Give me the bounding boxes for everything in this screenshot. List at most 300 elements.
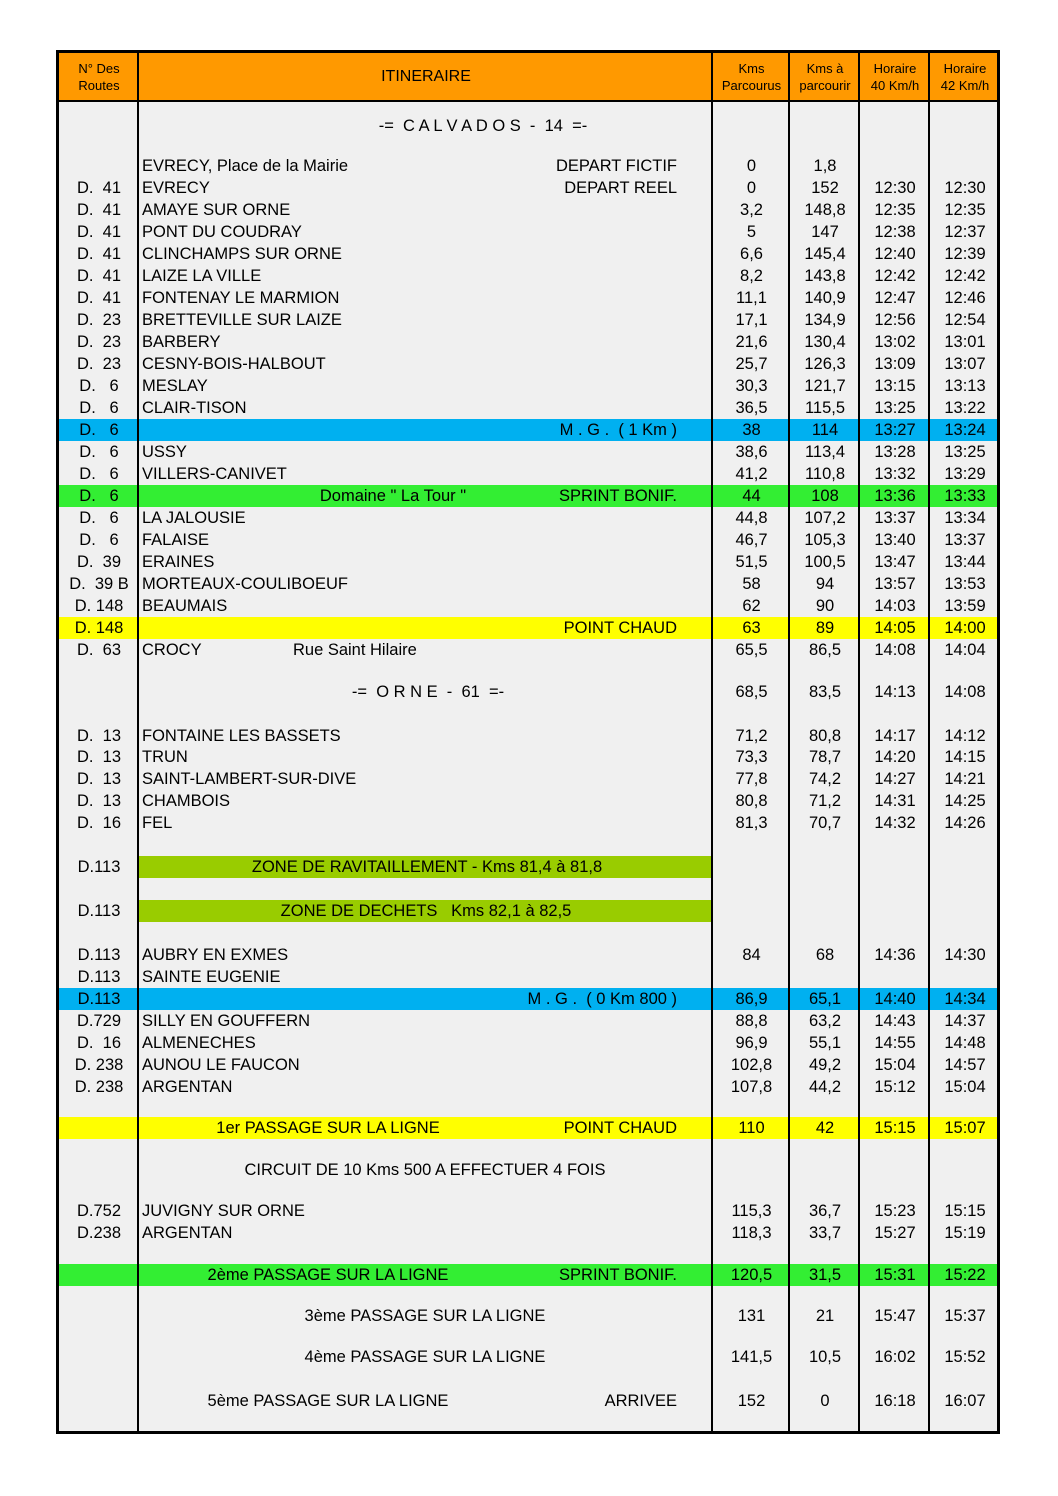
kms-parcourus: 84 xyxy=(742,946,761,964)
kms-parcourus: 11,1 xyxy=(736,289,767,307)
kms-parcourus: 120,5 xyxy=(730,1266,773,1284)
table-row xyxy=(59,265,997,287)
header-routes: N° Des Routes xyxy=(78,60,120,93)
kms-parcourus: 107,8 xyxy=(730,1078,773,1096)
horaire-40: 12:47 xyxy=(874,289,916,307)
kms-a-parcourir: 74,2 xyxy=(808,770,842,788)
route-number: D.113 xyxy=(77,946,121,964)
kms-parcourus: 96,9 xyxy=(735,1034,768,1052)
horaire-42: 14:12 xyxy=(944,727,986,745)
row-note: POINT CHAUD xyxy=(563,619,677,637)
route-number: D. 41 xyxy=(76,245,122,263)
table-row xyxy=(59,573,997,595)
table-row xyxy=(59,790,997,812)
kms-a-parcourir xyxy=(790,900,860,922)
place-name: FALAISE xyxy=(142,531,209,549)
place-name: ERAINES xyxy=(142,553,215,571)
kms-parcourus: 115,3 xyxy=(731,1202,772,1220)
kms-a-parcourir: 1,8 xyxy=(813,157,837,175)
kms-a-parcourir: 36,7 xyxy=(808,1202,842,1220)
route-number: D. 41 xyxy=(76,267,122,285)
route-number: D. 238 xyxy=(74,1056,124,1074)
row-note: SPRINT BONIF. xyxy=(559,1266,677,1284)
kms-parcourus: 46,7 xyxy=(735,531,768,549)
kms-a-parcourir: 145,4 xyxy=(804,245,846,263)
horaire-40: 14:43 xyxy=(874,1012,916,1030)
kms-a-parcourir: 68 xyxy=(815,946,835,964)
route-number xyxy=(59,115,139,137)
route-number: D. 6 xyxy=(79,421,119,439)
place-name: EVRECY xyxy=(142,179,210,197)
route-number: D. 6 xyxy=(79,465,119,483)
horaire-40: 14:05 xyxy=(874,619,916,637)
kms-a-parcourir: 108 xyxy=(811,487,839,505)
kms-parcourus: 17,1 xyxy=(735,311,768,329)
kms-parcourus xyxy=(713,1159,790,1181)
kms-a-parcourir: 55,1 xyxy=(808,1034,842,1052)
route-number: D.113 xyxy=(77,858,121,876)
horaire-42: 13:24 xyxy=(944,421,986,439)
column-divider xyxy=(928,53,930,1431)
route-number: D.113 xyxy=(77,902,121,920)
table-row xyxy=(59,463,997,485)
kms-parcourus: 6,6 xyxy=(740,245,763,263)
horaire-42: 13:29 xyxy=(944,465,986,483)
kms-parcourus: 77,8 xyxy=(735,770,768,788)
horaire-40: 14:55 xyxy=(874,1034,916,1052)
route-number: D. 41 xyxy=(76,289,122,307)
horaire-42: 13:53 xyxy=(944,575,986,593)
table-row xyxy=(59,507,997,529)
row-note: DEPART FICTIF xyxy=(555,157,677,175)
kms-parcourus: 68,5 xyxy=(735,683,768,701)
horaire-40: 12:40 xyxy=(874,245,916,263)
horaire-40: 12:42 xyxy=(874,267,916,285)
kms-a-parcourir: 10,5 xyxy=(808,1348,842,1366)
place-name: ALMENECHES xyxy=(142,1034,256,1052)
kms-a-parcourir: 86,5 xyxy=(808,641,842,659)
table-row xyxy=(59,856,997,878)
horaire-42 xyxy=(930,900,1000,922)
kms-parcourus: 71,2 xyxy=(735,727,768,745)
horaire-40: 14:03 xyxy=(874,597,916,615)
horaire-40: 13:32 xyxy=(874,465,916,483)
centered-label: Domaine " La Tour " xyxy=(319,487,467,505)
route-number: D. 41 xyxy=(76,223,122,241)
horaire-42: 13:07 xyxy=(944,355,986,373)
header-kms-parcourus: Kms Parcourus xyxy=(721,60,782,93)
kms-parcourus: 65,5 xyxy=(735,641,768,659)
centered-label: 5ème PASSAGE SUR LA LIGNE xyxy=(207,1392,449,1410)
kms-parcourus: 8,2 xyxy=(740,267,763,285)
kms-parcourus: 38,6 xyxy=(735,443,768,461)
horaire-42: 12:30 xyxy=(944,179,986,197)
place-name: ARGENTAN xyxy=(142,1078,233,1096)
horaire-40: 12:35 xyxy=(874,201,916,219)
horaire-40: 13:57 xyxy=(874,575,916,593)
horaire-42: 13:25 xyxy=(944,443,986,461)
row-note: ARRIVEE xyxy=(604,1392,677,1410)
place-name: AUBRY EN EXMES xyxy=(142,946,289,964)
row-note: M . G . ( 1 Km ) xyxy=(559,421,677,439)
place-name: VILLERS-CANIVET xyxy=(142,465,287,483)
table-row xyxy=(59,725,997,747)
place-name: CHAMBOIS xyxy=(142,792,231,810)
horaire-40: 15:15 xyxy=(874,1119,916,1137)
kms-parcourus: 141,5 xyxy=(730,1348,773,1366)
horaire-40 xyxy=(860,155,930,177)
route-number: D. 39 B xyxy=(69,575,129,593)
row-note: POINT CHAUD xyxy=(563,1119,677,1137)
kms-a-parcourir: 44,2 xyxy=(808,1078,842,1096)
horaire-40: 14:13 xyxy=(874,683,916,701)
route-number xyxy=(59,1159,139,1181)
horaire-40: 16:18 xyxy=(874,1392,916,1410)
table-row xyxy=(59,1054,997,1076)
kms-parcourus: 110 xyxy=(738,1119,765,1137)
kms-a-parcourir: 121,7 xyxy=(804,377,846,395)
horaire-42: 15:22 xyxy=(944,1266,986,1284)
kms-parcourus: 58 xyxy=(742,575,761,593)
horaire-42: 14:25 xyxy=(944,792,986,810)
place-name: AMAYE SUR ORNE xyxy=(142,201,291,219)
header-kms-a-parcourir: Kms à parcourir xyxy=(799,60,851,93)
kms-a-parcourir: 42 xyxy=(815,1119,835,1137)
horaire-42: 14:26 xyxy=(944,814,986,832)
table-row xyxy=(59,529,997,551)
horaire-40: 13:28 xyxy=(874,443,916,461)
centered-label: -= C A L V A D O S - 14 =- xyxy=(378,117,588,135)
horaire-40: 16:02 xyxy=(874,1348,916,1366)
column-divider xyxy=(788,53,790,1431)
horaire-42 xyxy=(930,966,1000,988)
horaire-40: 15:23 xyxy=(874,1202,916,1220)
place-name: PONT DU COUDRAY xyxy=(142,223,302,241)
kms-a-parcourir xyxy=(790,1159,860,1181)
kms-parcourus: 3,2 xyxy=(740,201,763,219)
place-name: CROCY Rue Saint Hilaire xyxy=(142,641,417,659)
horaire-40: 15:31 xyxy=(874,1266,916,1284)
kms-parcourus: 81,3 xyxy=(735,814,768,832)
table-row xyxy=(59,1076,997,1098)
route-number: D.113 xyxy=(77,990,121,1008)
table-row xyxy=(59,199,997,221)
horaire-42 xyxy=(930,856,1000,878)
kms-parcourus: 41,2 xyxy=(735,465,768,483)
table-row xyxy=(59,485,997,507)
horaire-42: 13:01 xyxy=(944,333,986,351)
place-name: MESLAY xyxy=(142,377,208,395)
kms-a-parcourir: 152 xyxy=(811,179,839,197)
horaire-40: 12:38 xyxy=(874,223,916,241)
route-number: D.113 xyxy=(77,968,121,986)
table-row xyxy=(59,617,997,639)
kms-a-parcourir: 65,1 xyxy=(808,990,842,1008)
kms-parcourus: 86,9 xyxy=(735,990,768,1008)
place-name: CESNY-BOIS-HALBOUT xyxy=(142,355,326,373)
horaire-40: 15:27 xyxy=(874,1224,916,1242)
horaire-42: 15:37 xyxy=(944,1307,986,1325)
table-header xyxy=(59,53,997,102)
horaire-40: 14:27 xyxy=(874,770,916,788)
kms-a-parcourir: 115,5 xyxy=(804,399,846,417)
route-number: D. 13 xyxy=(76,770,122,788)
table-row xyxy=(59,331,997,353)
table-row xyxy=(59,966,997,988)
horaire-42: 13:44 xyxy=(944,553,986,571)
kms-a-parcourir: 114 xyxy=(811,421,839,439)
horaire-40: 14:40 xyxy=(874,990,916,1008)
header-horaire-40: Horaire 40 Km/h xyxy=(870,60,920,93)
kms-a-parcourir: 126,3 xyxy=(804,355,846,373)
horaire-42: 13:22 xyxy=(944,399,986,417)
table-row xyxy=(59,1159,997,1181)
horaire-40: 13:02 xyxy=(874,333,916,351)
kms-a-parcourir: 107,2 xyxy=(804,509,846,527)
route-number: D. 6 xyxy=(79,377,119,395)
horaire-40: 13:37 xyxy=(874,509,916,527)
table-row xyxy=(59,155,997,177)
horaire-42: 14:21 xyxy=(944,770,986,788)
route-number: D. 39 xyxy=(76,553,122,571)
route-number: D. 6 xyxy=(79,509,119,527)
horaire-40: 14:31 xyxy=(874,792,916,810)
kms-parcourus: 152 xyxy=(737,1392,766,1410)
horaire-42: 12:39 xyxy=(944,245,986,263)
route-number: D. 13 xyxy=(76,748,122,766)
horaire-40: 13:09 xyxy=(874,355,916,373)
kms-a-parcourir: 0 xyxy=(820,1392,830,1410)
table-row xyxy=(59,177,997,199)
kms-parcourus: 118,3 xyxy=(731,1224,772,1242)
place-name: SAINTE EUGENIE xyxy=(142,968,281,986)
kms-a-parcourir: 100,5 xyxy=(804,553,846,571)
horaire-42: 14:00 xyxy=(944,619,986,637)
horaire-40: 13:15 xyxy=(874,377,916,395)
horaire-42: 13:13 xyxy=(944,377,986,395)
horaire-42 xyxy=(930,1159,1000,1181)
table-row xyxy=(59,397,997,419)
horaire-42: 16:07 xyxy=(944,1392,986,1410)
kms-a-parcourir xyxy=(790,115,860,137)
place-name: TRUN xyxy=(142,748,188,766)
route-number: D. 23 xyxy=(76,311,122,329)
table-row xyxy=(59,353,997,375)
horaire-40 xyxy=(860,900,930,922)
kms-a-parcourir: 70,7 xyxy=(808,814,842,832)
route-number: D. 23 xyxy=(76,333,122,351)
table-row xyxy=(59,988,997,1010)
table-row xyxy=(59,441,997,463)
kms-a-parcourir: 80,8 xyxy=(808,727,842,745)
kms-a-parcourir xyxy=(790,966,860,988)
horaire-42: 14:48 xyxy=(944,1034,986,1052)
column-divider xyxy=(137,53,139,1431)
kms-a-parcourir: 71,2 xyxy=(808,792,842,810)
horaire-40: 14:17 xyxy=(874,727,916,745)
kms-parcourus: 51,5 xyxy=(735,553,768,571)
table-row xyxy=(59,375,997,397)
horaire-42: 14:04 xyxy=(944,641,986,659)
horaire-40: 13:27 xyxy=(874,421,916,439)
route-number: D.729 xyxy=(76,1012,122,1030)
centered-label: 1er PASSAGE SUR LA LIGNE xyxy=(216,1119,440,1137)
kms-parcourus: 44,8 xyxy=(735,509,768,527)
table-row xyxy=(59,1117,997,1139)
kms-a-parcourir: 113,4 xyxy=(804,443,846,461)
route-number: D. 148 xyxy=(74,597,124,615)
kms-a-parcourir: 89 xyxy=(815,619,835,637)
place-name: MORTEAUX-COULIBOEUF xyxy=(142,575,348,593)
horaire-40: 15:12 xyxy=(874,1078,916,1096)
kms-a-parcourir: 105,3 xyxy=(804,531,846,549)
horaire-40: 13:40 xyxy=(874,531,916,549)
route-number: D. 63 xyxy=(76,641,122,659)
horaire-42: 14:08 xyxy=(944,683,986,701)
route-number: D. 16 xyxy=(76,1034,122,1052)
route-number xyxy=(59,1346,139,1368)
horaire-40 xyxy=(860,115,930,137)
place-name: SAINT-LAMBERT-SUR-DIVE xyxy=(142,770,357,788)
kms-a-parcourir: 83,5 xyxy=(808,683,842,701)
horaire-42: 12:37 xyxy=(944,223,986,241)
horaire-42: 12:54 xyxy=(944,311,986,329)
kms-parcourus: 62 xyxy=(742,597,761,615)
kms-parcourus: 73,3 xyxy=(735,748,768,766)
horaire-40: 13:47 xyxy=(874,553,916,571)
row-note: M . G . ( 0 Km 800 ) xyxy=(527,990,677,1008)
kms-a-parcourir: 94 xyxy=(815,575,835,593)
horaire-42: 14:34 xyxy=(944,990,986,1008)
horaire-42: 15:07 xyxy=(944,1119,986,1137)
place-name: FONTENAY LE MARMION xyxy=(142,289,340,307)
table-row xyxy=(59,551,997,573)
place-name: CLAIR-TISON xyxy=(142,399,247,417)
kms-parcourus xyxy=(713,966,790,988)
horaire-42: 14:30 xyxy=(944,946,986,964)
place-name: ARGENTAN xyxy=(142,1224,233,1242)
kms-a-parcourir: 33,7 xyxy=(808,1224,842,1242)
horaire-40 xyxy=(860,1159,930,1181)
centered-label: ZONE DE RAVITAILLEMENT - Kms 81,4 à 81,8 xyxy=(251,858,603,876)
route-number: D. 6 xyxy=(79,531,119,549)
place-name: BEAUMAIS xyxy=(142,597,228,615)
header-itineraire: ITINERAIRE xyxy=(381,68,471,85)
kms-parcourus: 0 xyxy=(746,179,757,197)
horaire-40: 12:56 xyxy=(874,311,916,329)
route-number: D. 23 xyxy=(76,355,122,373)
horaire-42 xyxy=(930,115,1000,137)
kms-parcourus: 0 xyxy=(746,157,757,175)
table-row xyxy=(59,243,997,265)
horaire-40: 15:04 xyxy=(874,1056,916,1074)
route-number: D. 41 xyxy=(76,201,122,219)
kms-a-parcourir: 134,9 xyxy=(804,311,846,329)
table-row xyxy=(59,1390,997,1412)
centered-label: 4ème PASSAGE SUR LA LIGNE xyxy=(304,1348,546,1366)
horaire-40: 14:08 xyxy=(874,641,916,659)
horaire-42: 15:04 xyxy=(944,1078,986,1096)
place-name: FEL xyxy=(142,814,173,832)
kms-parcourus xyxy=(713,856,790,878)
column-divider xyxy=(858,53,860,1431)
kms-a-parcourir xyxy=(790,856,860,878)
table-row xyxy=(59,115,997,137)
route-number: D. 13 xyxy=(76,792,122,810)
place-name: JUVIGNY SUR ORNE xyxy=(142,1202,305,1220)
horaire-40: 15:47 xyxy=(874,1307,916,1325)
route-number: D. 6 xyxy=(79,443,119,461)
centered-label: 3ème PASSAGE SUR LA LIGNE xyxy=(304,1307,546,1325)
horaire-42: 15:19 xyxy=(944,1224,986,1242)
kms-a-parcourir: 49,2 xyxy=(808,1056,842,1074)
table-row xyxy=(59,944,997,966)
table-row xyxy=(59,681,997,703)
horaire-42: 13:59 xyxy=(944,597,986,615)
kms-parcourus: 36,5 xyxy=(735,399,768,417)
row-note: SPRINT BONIF. xyxy=(559,487,677,505)
centered-label: -= O R N E - 61 =- xyxy=(351,683,505,701)
kms-a-parcourir: 78,7 xyxy=(808,748,842,766)
kms-parcourus: 5 xyxy=(746,223,757,241)
horaire-42: 12:35 xyxy=(944,201,986,219)
route-number xyxy=(59,681,139,703)
kms-a-parcourir: 140,9 xyxy=(804,289,846,307)
horaire-40: 13:25 xyxy=(874,399,916,417)
horaire-42: 13:34 xyxy=(944,509,986,527)
kms-parcourus: 80,8 xyxy=(735,792,768,810)
horaire-42: 12:46 xyxy=(944,289,986,307)
kms-parcourus: 25,7 xyxy=(735,355,768,373)
horaire-42: 13:33 xyxy=(944,487,986,505)
route-number: D. 6 xyxy=(79,487,119,505)
place-name: CLINCHAMPS SUR ORNE xyxy=(142,245,342,263)
kms-parcourus: 63 xyxy=(742,619,761,637)
kms-a-parcourir: 63,2 xyxy=(808,1012,842,1030)
horaire-40: 13:36 xyxy=(874,487,916,505)
place-name: BRETTEVILLE SUR LAIZE xyxy=(142,311,342,329)
place-name: EVRECY, Place de la Mairie xyxy=(142,157,349,175)
kms-a-parcourir: 130,4 xyxy=(804,333,846,351)
horaire-40 xyxy=(860,856,930,878)
kms-parcourus: 88,8 xyxy=(735,1012,768,1030)
table-row xyxy=(59,1264,997,1286)
table-row xyxy=(59,768,997,790)
route-number: D. 16 xyxy=(76,814,122,832)
horaire-42: 12:42 xyxy=(944,267,986,285)
kms-parcourus: 102,8 xyxy=(730,1056,773,1074)
table-row xyxy=(59,1200,997,1222)
place-name: BARBERY xyxy=(142,333,221,351)
horaire-42: 15:15 xyxy=(944,1202,986,1220)
route-number xyxy=(59,1305,139,1327)
horaire-42: 14:15 xyxy=(944,748,986,766)
header-horaire-42: Horaire 42 Km/h xyxy=(940,60,990,93)
table-row xyxy=(59,1305,997,1327)
horaire-42: 13:37 xyxy=(944,531,986,549)
route-number: D. 238 xyxy=(74,1078,124,1096)
column-divider xyxy=(711,53,713,1431)
kms-parcourus: 131 xyxy=(737,1307,766,1325)
route-number: D. 6 xyxy=(79,399,119,417)
centered-label: CIRCUIT DE 10 Kms 500 A EFFECTUER 4 FOIS xyxy=(244,1161,606,1179)
place-name: AUNOU LE FAUCON xyxy=(142,1056,300,1074)
horaire-40: 12:30 xyxy=(874,179,916,197)
table-row xyxy=(59,900,997,922)
route-number: D. 148 xyxy=(74,619,124,637)
kms-a-parcourir: 90 xyxy=(815,597,835,615)
place-name: LAIZE LA VILLE xyxy=(142,267,262,285)
